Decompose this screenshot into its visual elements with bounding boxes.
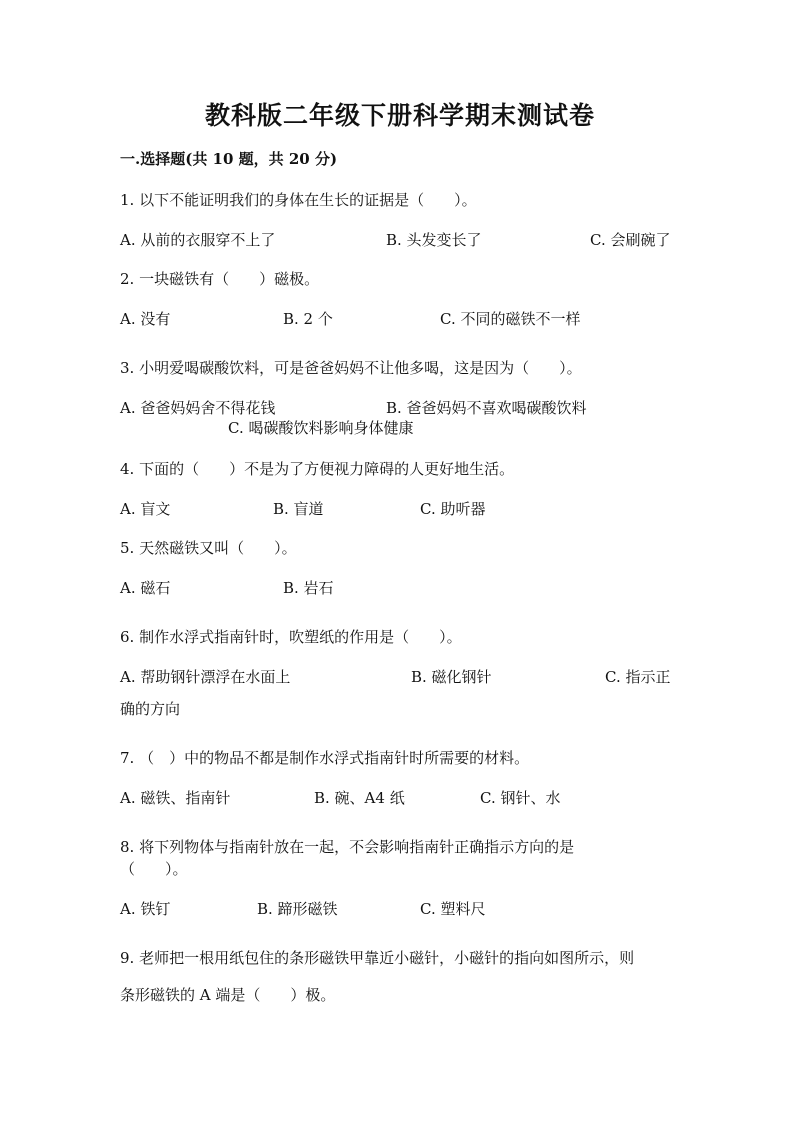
q5-option-b: B. 岩石 bbox=[283, 579, 334, 597]
q3-option-c: C. 喝碳酸饮料影响身体健康 bbox=[228, 419, 414, 437]
q4-option-a: A. 盲文 bbox=[120, 500, 171, 518]
q6-option-c-continued: 确的方向 bbox=[120, 700, 181, 718]
q1-option-b: B. 头发变长了 bbox=[386, 231, 482, 249]
q4-option-b: B. 盲道 bbox=[273, 500, 324, 518]
q2-option-a: A. 没有 bbox=[120, 310, 171, 328]
q3-option-b: B. 爸爸妈妈不喜欢喝碳酸饮料 bbox=[386, 399, 587, 417]
q8-option-c: C. 塑料尺 bbox=[420, 900, 486, 918]
q3-option-a: A. 爸爸妈妈舍不得花钱 bbox=[120, 399, 276, 417]
question-5: 5. 天然磁铁又叫（ ）。 bbox=[120, 539, 297, 557]
q6-option-b: B. 磁化钢针 bbox=[411, 668, 492, 686]
page-title: 教科版二年级下册科学期末测试卷 bbox=[204, 101, 595, 130]
q6-option-a: A. 帮助钢针漂浮在水面上 bbox=[120, 668, 291, 686]
q4-option-c: C. 助听器 bbox=[420, 500, 486, 518]
q1-option-c: C. 会刷碗了 bbox=[590, 231, 671, 249]
question-7: 7. （ ）中的物品不都是制作水浮式指南针时所需要的材料。 bbox=[120, 749, 530, 767]
section-heading: 一.选择题(共 10 题，共 20 分) bbox=[120, 150, 338, 168]
question-6: 6. 制作水浮式指南针时，吹塑纸的作用是（ ）。 bbox=[120, 628, 462, 646]
question-4: 4. 下面的（ ）不是为了方便视力障碍的人更好地生活。 bbox=[120, 460, 515, 478]
q5-option-a: A. 磁石 bbox=[120, 579, 171, 597]
q8-option-b: B. 蹄形磁铁 bbox=[257, 900, 338, 918]
question-9-continued: 条形磁铁的 A 端是（ ）极。 bbox=[120, 986, 336, 1004]
question-8: 8. 将下列物体与指南针放在一起，不会影响指南针正确指示方向的是 bbox=[120, 838, 575, 856]
q7-option-b: B. 碗、A4 纸 bbox=[314, 789, 405, 807]
q1-option-a: A. 从前的衣服穿不上了 bbox=[120, 231, 276, 249]
q7-option-c: C. 钢针、水 bbox=[480, 789, 561, 807]
q2-option-c: C. 不同的磁铁不一样 bbox=[440, 310, 581, 328]
q6-option-c: C. 指示正 bbox=[605, 668, 671, 686]
question-2: 2. 一块磁铁有（ ）磁极。 bbox=[120, 270, 320, 288]
q8-option-a: A. 铁钉 bbox=[120, 900, 171, 918]
question-8-continued: （ ）。 bbox=[120, 860, 188, 878]
question-9: 9. 老师把一根用纸包住的条形磁铁甲靠近小磁针，小磁针的指向如图所示，则 bbox=[120, 949, 635, 967]
question-3: 3. 小明爱喝碳酸饮料，可是爸爸妈妈不让他多喝，这是因为（ ）。 bbox=[120, 359, 582, 377]
question-1: 1. 以下不能证明我们的身体在生长的证据是（ ）。 bbox=[120, 191, 477, 209]
q2-option-b: B. 2 个 bbox=[283, 310, 333, 328]
q7-option-a: A. 磁铁、指南针 bbox=[120, 789, 231, 807]
